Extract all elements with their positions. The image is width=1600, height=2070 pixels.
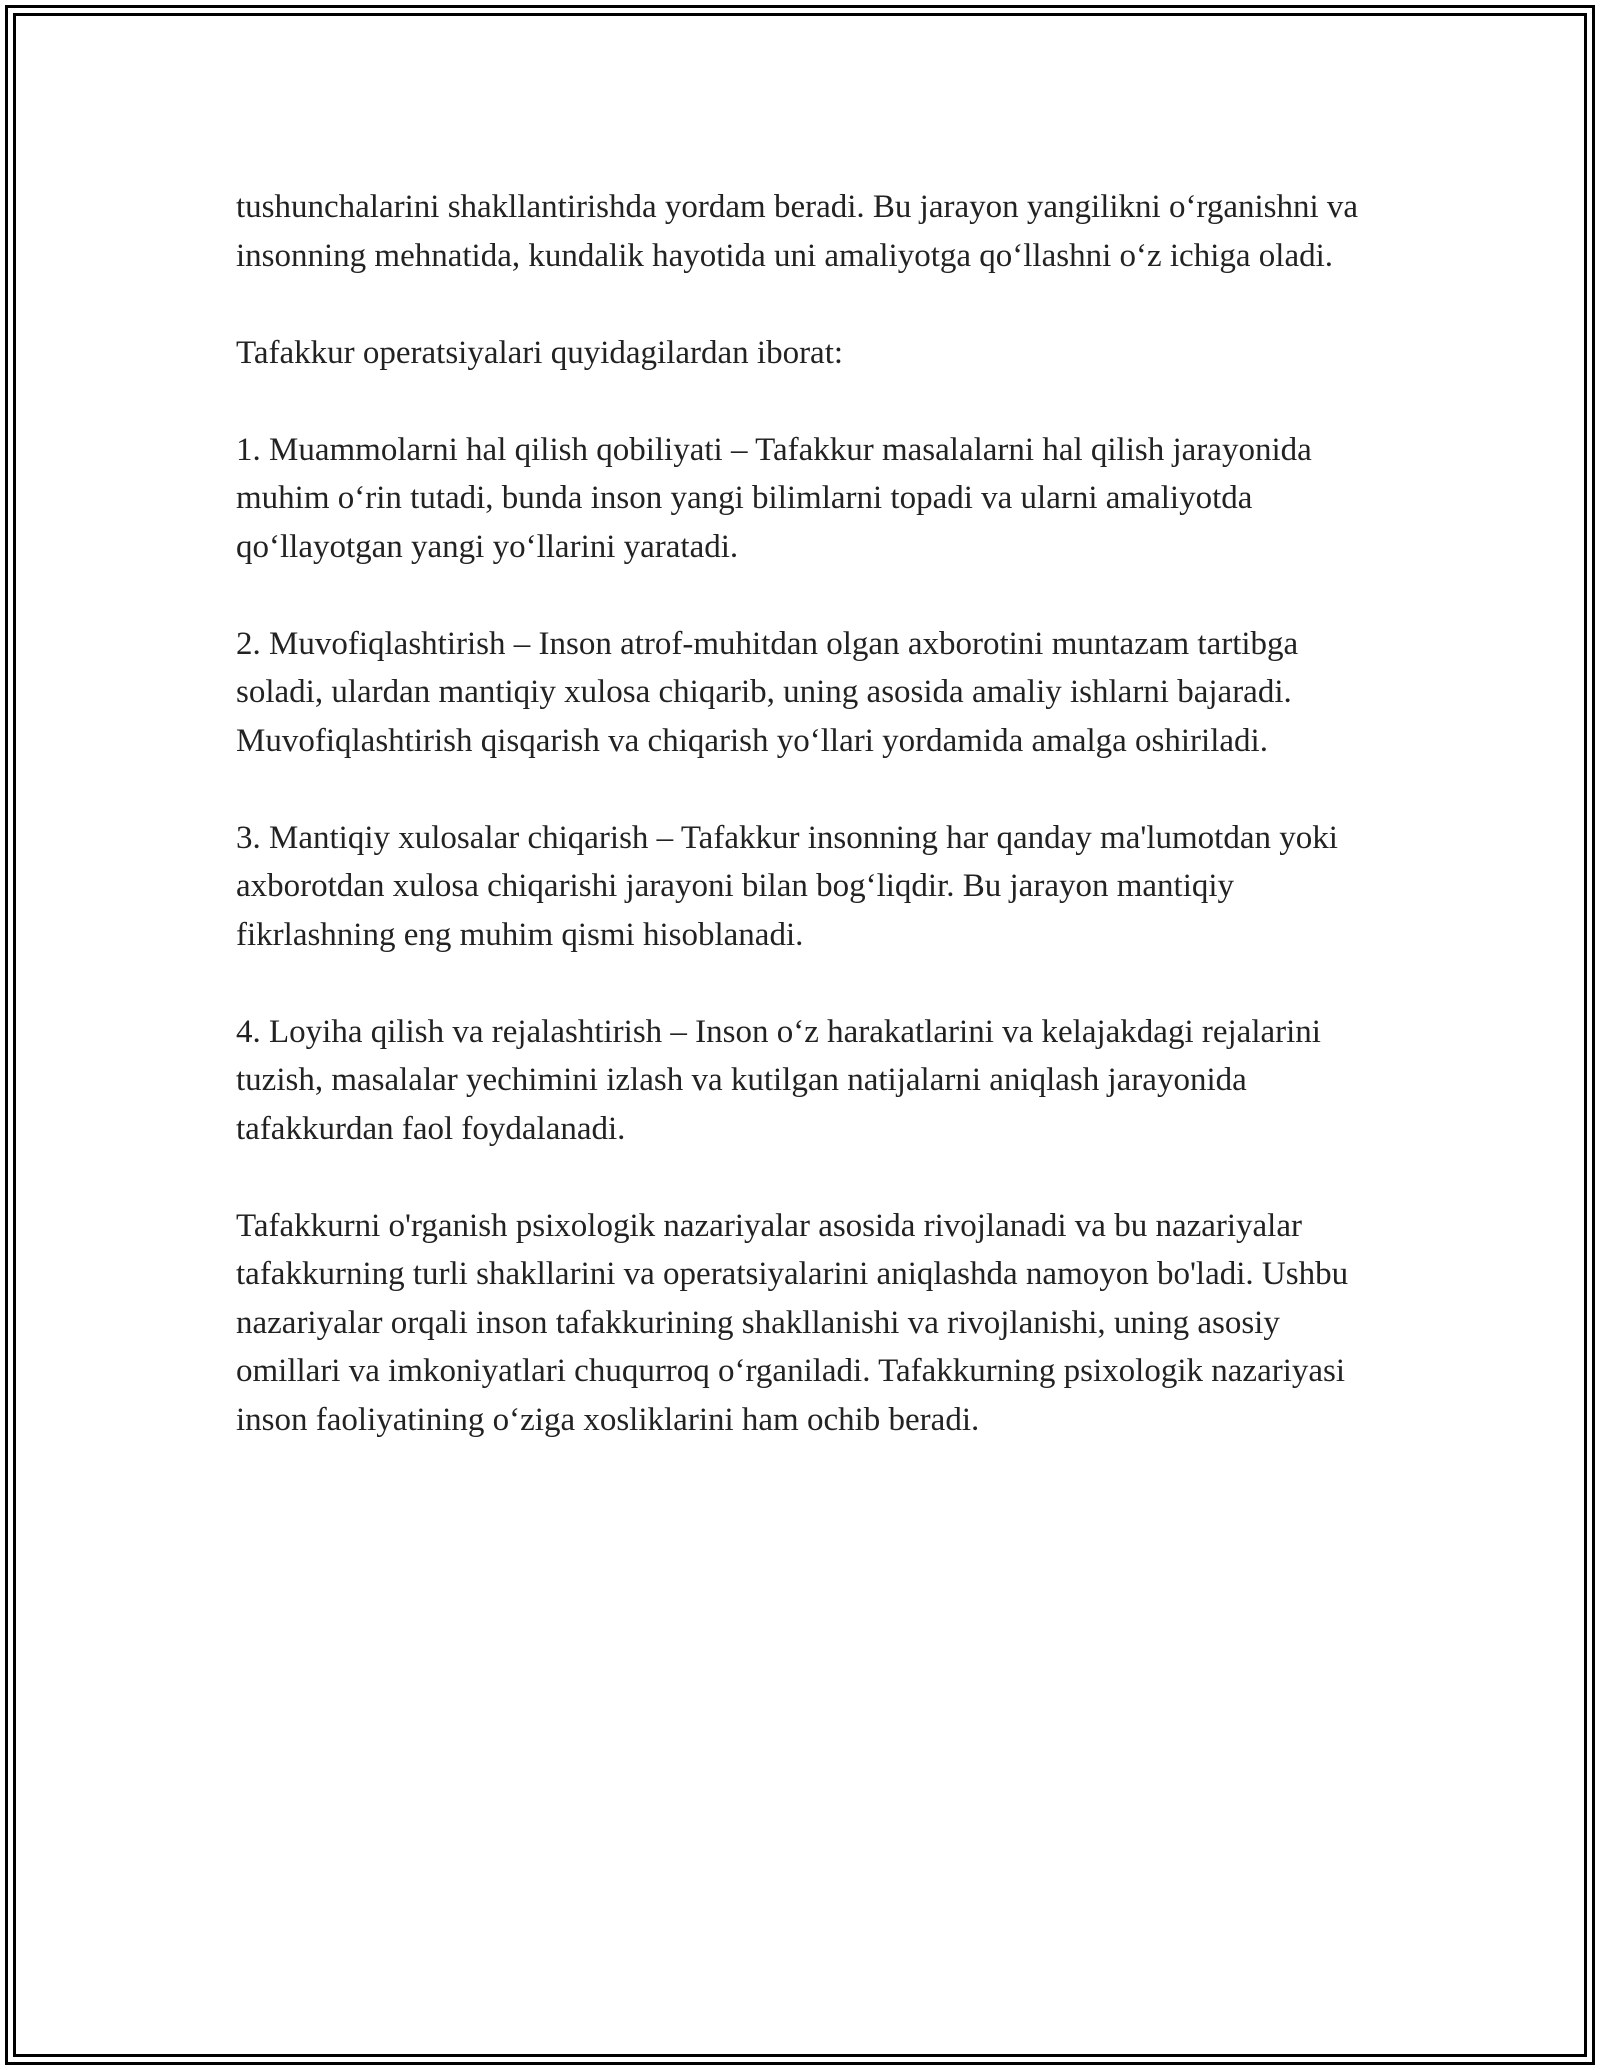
paragraph-operations-heading: Tafakkur operatsiyalari quyidagilardan iborat: [236,334,844,371]
list-item-logical-conclusions: 3. Mantiqiy xulosalar chiqarish – Tafakkur insonning har qanday ma'lumotdan yoki axborotdan xulosa chiqarishi jarayoni bilan bog‘liqdir. Bu jarayon mantiqiy fikrlashning eng muhim qismi hisoblanadi. [236,819,1338,953]
list-item-coordination: 2. Muvofiqlashtirish – Inson atrof-muhitdan olgan axborotini muntazam tartibga soladi, ulardan mantiqiy xulosa chiqarib, uning asosida amaliy ishlarni bajaradi. Muvofiqlashtirish qisqarish va chiqarish yo‘llari yordamida amalga oshiriladi. [236,625,1299,759]
list-item-planning: 4. Loyiha qilish va rejalashtirish – Inson o‘z harakatlarini va kelajakdagi rejalarini tuzish, masalalar yechimini izlash va kutilgan natijalarni aniqlash jarayonida tafakkurdan faol foydalanadi. [236,1013,1321,1147]
list-item-problem-solving: 1. Muammolarni hal qilish qobiliyati – Tafakkur masalalarni hal qilish jarayonida muhim o‘rin tutadi, bunda inson yangi bilimlarni topadi va ularni amaliyotda qo‘llayotgan yangi yo‘llarini yaratadi. [236,431,1312,565]
paragraph-intro-continuation: tushunchalarini shakllantirishda yordam beradi. Bu jarayon yangilikni o‘rganishni va insonning mehnatida, kundalik hayotida uni amaliyotga qo‘llashni o‘z ichiga oladi. [236,189,1359,274]
paragraph-conclusion: Tafakkurni o'rganish psixologik nazariyalar asosida rivojlanadi va bu nazariyalar tafakkurning turli shakllarini va operatsiyalarini aniqlashda namoyon bo'ladi. Ushbu nazariyalar orqali inson tafakkurining shakllanishi va rivojlanishi, uning asosiy omillari va imkoniyatlari chuqurroq o‘rganiladi. Tafakkurning psixologik nazariyasi inson faoliyatining o‘ziga xosliklarini ham ochib beradi. [236,1207,1349,1438]
document-body [236,183,1376,1493]
